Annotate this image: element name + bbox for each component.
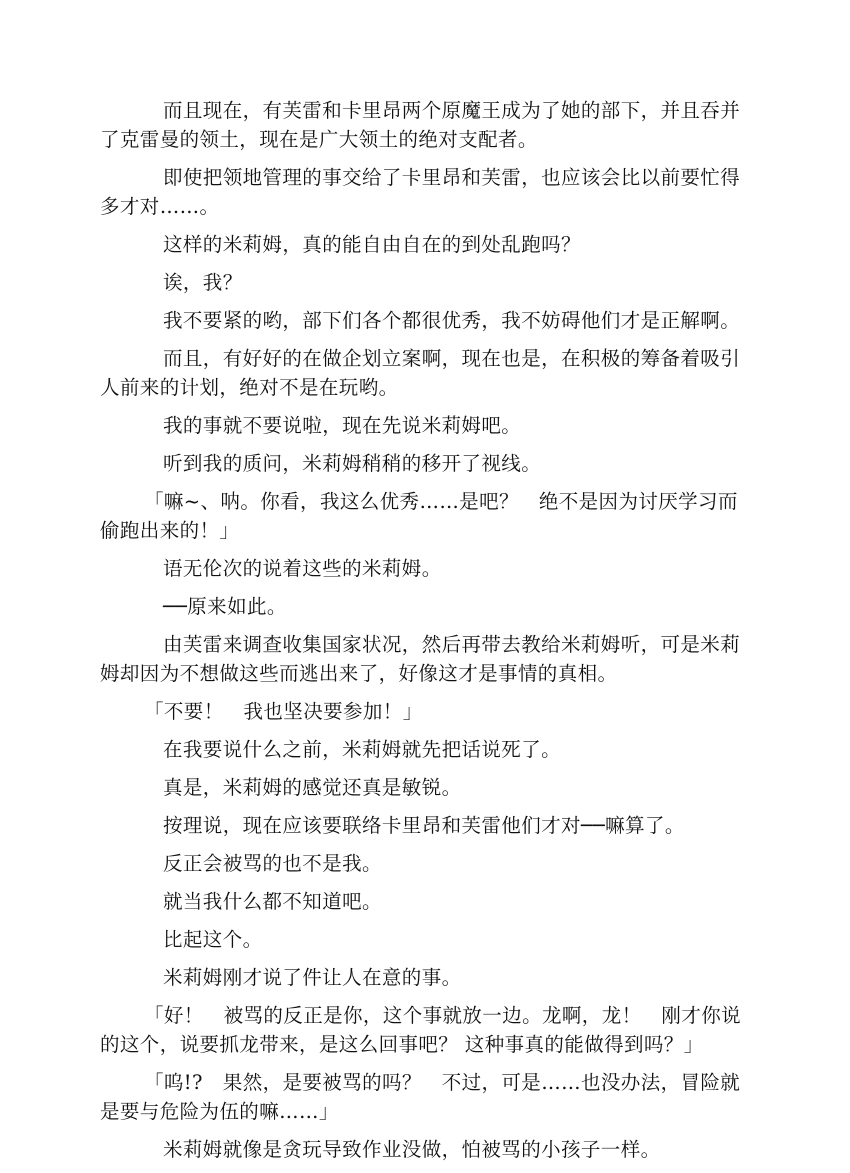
paragraph: 由芙雷来调查收集国家状况，然后再带去教给米莉姆听，可是米莉姆却因为不想做这些而逃出来了，好像这才是事情的真相。 [100, 633, 741, 685]
paragraph: 语无伦次的说着这些的米莉姆。 [163, 557, 442, 580]
paragraph: 米莉姆就像是贪玩导致作业没做，怕被骂的小孩子一样。 [163, 1138, 661, 1161]
paragraph: ──原来如此。 [163, 595, 287, 618]
paragraph: 听到我的质问，米莉姆稍稍的移开了视线。 [163, 452, 542, 475]
dialogue-paragraph: 「嘛~、呐。你看，我这么优秀……是吧？ 绝不是因为讨厌学习而偷跑出来的！」 [100, 490, 738, 542]
paragraph: 按理说，现在应该要联络卡里昂和芙雷他们才对──嘛算了。 [163, 814, 685, 837]
paragraph: 就当我什么都不知道吧。 [163, 890, 382, 913]
paragraph: 米莉姆刚才说了件让人在意的事。 [163, 966, 462, 989]
paragraph: 即使把领地管理的事交给了卡里昂和芙雷，也应该会比以前要忙得多才对……。 [100, 166, 741, 218]
paragraph: 诶，我？ [163, 271, 243, 294]
paragraph: 比起这个。 [163, 928, 263, 951]
dialogue-paragraph: 「好！ 被骂的反正是你，这个事就放一边。龙啊，龙！ 刚才你说的这个，说要抓龙带来，是这么回事吧？ 这种事真的能做得到吗？」 [100, 1004, 742, 1056]
paragraph: 这样的米莉姆，真的能自由自在的到处乱跑吗？ [163, 233, 581, 256]
document-page [100, 96, 750, 1173]
paragraph: 真是，米莉姆的感觉还真是敏锐。 [163, 776, 462, 799]
paragraph: 而且现在，有芙雷和卡里昂两个原魔王成为了她的部下，并且吞并了克雷曼的领土，现在是广大领土的绝对支配者。 [100, 99, 741, 151]
paragraph: 反正会被骂的也不是我。 [163, 852, 382, 875]
paragraph: 我不要紧的哟，部下们各个都很优秀，我不妨碍他们才是正解啊。 [163, 309, 741, 332]
paragraph: 我的事就不要说啦，现在先说米莉姆吧。 [163, 414, 522, 437]
dialogue-paragraph: 「呜!? 果然，是要被骂的吗？ 不过，可是……也没办法，冒险就是要与危险为伍的嘛……」 [100, 1071, 741, 1123]
paragraph: 在我要说什么之前，米莉姆就先把话说死了。 [163, 738, 562, 761]
paragraph: 而且，有好好的在做企划立案啊，现在也是，在积极的筹备着吸引人前来的计划，绝对不是在玩哟。 [100, 347, 741, 399]
dialogue-paragraph: 「不要！ 我也坚决要参加！」 [144, 700, 423, 723]
